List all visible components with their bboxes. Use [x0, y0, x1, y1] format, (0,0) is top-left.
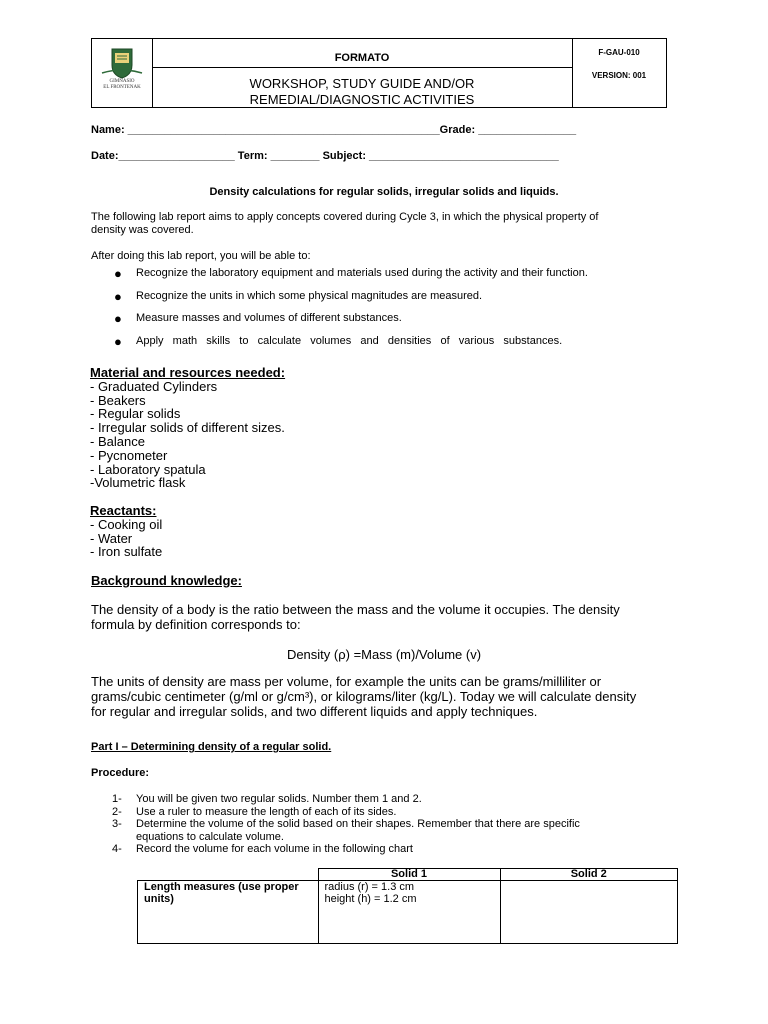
list-item: - Balance	[90, 433, 145, 449]
lab-title: Density calculations for regular solids, irregular solids and liquids.	[209, 186, 559, 198]
school-crest-icon	[98, 47, 146, 79]
name-grade-field[interactable]: Name: ___________________________________________________Grade: ________________	[91, 124, 577, 136]
reactants-heading: Reactants:	[90, 503, 157, 518]
procedure-step: 1- You will be given two regular solids. Number them 1 and 2.	[112, 793, 422, 805]
bullet-icon: ●	[114, 266, 122, 281]
list-item: - Graduated Cylinders	[90, 378, 218, 394]
list-item: - Beakers	[90, 392, 146, 408]
bullet-icon: ●	[114, 289, 122, 304]
bullet-icon: ●	[114, 311, 122, 326]
intro-after: After doing this lab report, you will be able to:	[91, 250, 311, 262]
procedure-steps	[112, 793, 580, 856]
background-heading: Background knowledge:	[91, 573, 242, 588]
reactants-section	[90, 504, 162, 559]
list-item: - Cooking oil	[90, 516, 163, 532]
document-version: VERSION: 001	[591, 71, 647, 80]
format-label: FORMATO	[334, 52, 390, 64]
chart-header-empty	[138, 869, 319, 881]
procedure-label: Procedure:	[91, 767, 150, 779]
logo-cell	[92, 39, 153, 107]
chart-cell-solid2[interactable]	[500, 881, 678, 944]
chart-header-solid1: Solid 1	[318, 869, 500, 881]
materials-heading: Material and resources needed:	[90, 365, 286, 380]
document-header	[91, 38, 667, 108]
background-paragraph-2: The units of density are mass per volume, for example the units can be grams/milliliter or grams/cubic centimeter (g/ml or g/cm³), or kilograms/liter (kg/L). Today we will calculate density for regular and irregular solids, and two different liquids and apply techniques.	[91, 674, 637, 719]
procedure-step: equations to calculate volume.	[136, 830, 284, 843]
solids-chart	[137, 868, 678, 944]
intro-line-2: density was covered.	[91, 224, 194, 236]
objective-item: Measure masses and volumes of different substances.	[136, 312, 402, 324]
list-item: - Iron sulfate	[90, 544, 163, 560]
chart-row-label: Length measures (use proper units)	[138, 881, 319, 944]
chart-header-solid2: Solid 2	[500, 869, 678, 881]
list-item: - Water	[90, 530, 133, 546]
chart-cell-solid1[interactable]: radius (r) = 1.3 cm height (h) = 1.2 cm	[318, 881, 500, 944]
list-item: - Irregular solids of different sizes.	[90, 420, 285, 436]
procedure-step: 2- Use a ruler to measure the length of each of its sides.	[112, 805, 397, 818]
background-paragraph-1: The density of a body is the ratio between the mass and the volume it occupies. The density formula by definition corresponds to:	[91, 602, 620, 632]
document-code: F-GAU-010	[598, 48, 640, 57]
part1-heading: Part I – Determining density of a regular solid.	[91, 741, 332, 753]
intro-line-1: The following lab report aims to apply concepts covered during Cycle 3, in which the physical property of	[91, 211, 599, 223]
list-item: - Laboratory spatula	[90, 461, 206, 477]
objective-item: Apply math skills to calculate volumes and densities of various substances.	[136, 335, 563, 347]
materials-section	[90, 366, 285, 490]
date-term-subject-field[interactable]: Date:___________________ Term: ________ Subject: _______________________________	[91, 150, 559, 162]
list-item: -Volumetric flask	[90, 475, 186, 491]
procedure-step: 3- Determine the volume of the solid based on their shapes. Remember that there are specific	[112, 818, 580, 830]
bullet-icon: ●	[114, 334, 122, 349]
objective-item: Recognize the laboratory equipment and materials used during the activity and their function.	[136, 267, 588, 279]
list-item: - Regular solids	[90, 406, 181, 422]
logo-text: GIMNASIO EL FRONTENAK	[103, 79, 141, 90]
document-title: WORKSHOP, STUDY GUIDE AND/OR REMEDIAL/DIAGNOSTIC ACTIVITIES	[249, 76, 475, 107]
objective-item: Recognize the units in which some physical magnitudes are measured.	[136, 290, 483, 302]
header-title-cell	[152, 39, 573, 107]
header-code-cell	[572, 39, 666, 107]
density-formula: Density (ρ) =Mass (m)/Volume (v)	[286, 647, 482, 662]
list-item: - Pycnometer	[90, 447, 168, 463]
procedure-step: 4- Record the volume for each volume in the following chart	[112, 843, 413, 855]
